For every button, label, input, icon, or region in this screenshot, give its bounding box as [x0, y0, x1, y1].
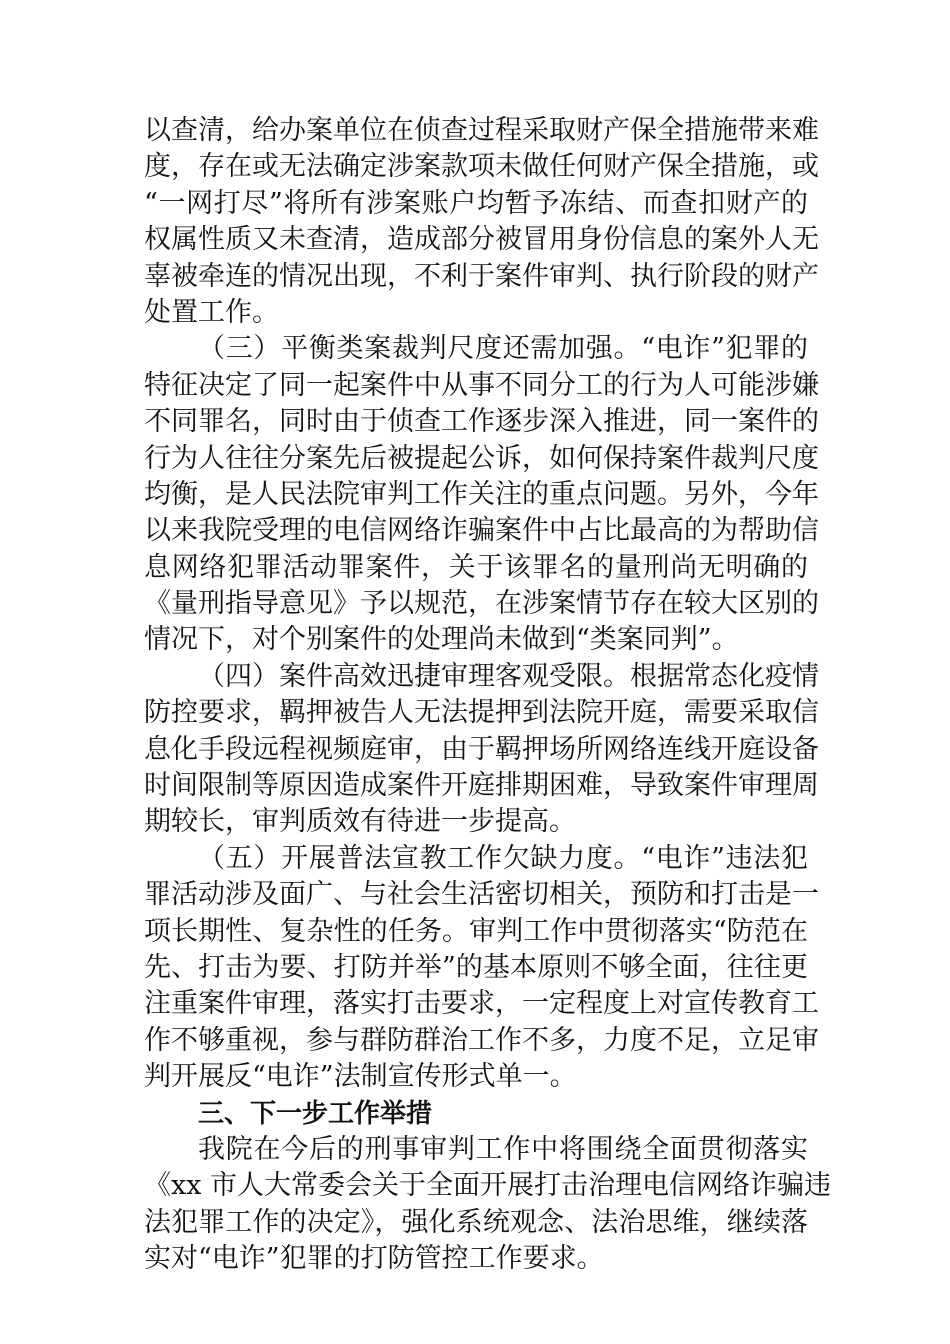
text-line: 权属性质又未查清，造成部分被冒用身份信息的案外人无	[144, 224, 819, 256]
text-line: 均衡，是人民法院审判工作关注的重点问题。另外，今年	[144, 478, 819, 510]
text-line: 《量刑指导意见》予以规范，在涉案情节存在较大区别的	[144, 588, 819, 620]
text-line: 息化手段远程视频庭审，由于羁押场所网络连线开庭设备	[144, 733, 819, 765]
text-line: 期较长，审判质效有待进一步提高。	[144, 806, 576, 838]
text-line: 我院在今后的刑事审判工作中将围绕全面贯彻落实	[198, 1133, 808, 1165]
text-line: 先、打击为要、打防并举”的基本原则不够全面，往往更	[144, 951, 808, 983]
section-heading: 三、下一步工作举措	[198, 1098, 433, 1129]
text-line: 时间限制等原因造成案件开庭排期困难，导致案件审理周	[144, 770, 819, 802]
text-line: 情况下，对个别案件的处理尚未做到“类案同判”。	[144, 624, 739, 656]
text-line: “一网打尽”将所有涉案账户均暂予冻结、而查扣财产的	[144, 187, 808, 219]
text-line: 项长期性、复杂性的任务。审判工作中贯彻落实“防范在	[144, 915, 808, 947]
text-line: （五）开展普法宣教工作欠缺力度。“电诈”违法犯	[198, 842, 808, 874]
text-line: 注重案件审理，落实打击要求，一定程度上对宣传教育工	[144, 988, 819, 1020]
text-line: 处置工作。	[144, 296, 279, 328]
text-line: 息网络犯罪活动罪案件，关于该罪名的量刑尚无明确的	[144, 551, 808, 583]
text-line: 特征决定了同一起案件中从事不同分工的行为人可能涉嫌	[144, 369, 819, 401]
text-line: 防控要求，羁押被告人无法提押到法院开庭，需要采取信	[144, 697, 819, 729]
text-line: 《xx 市人大常委会关于全面开展打击治理电信网络诈骗违	[144, 1170, 832, 1202]
text-line: 罪活动涉及面广、与社会生活密切相关，预防和打击是一	[144, 879, 819, 911]
text-line: （四）案件高效迅捷审理客观受限。根据常态化疫情	[198, 660, 819, 692]
text-line: 实对“电诈”犯罪的打防管控工作要求。	[144, 1243, 604, 1275]
text-line: 法犯罪工作的决定》，强化系统观念、法治思维，继续落	[144, 1206, 808, 1238]
text-line: 以查清，给办案单位在侦查过程采取财产保全措施带来难	[144, 115, 819, 146]
closing-paragraph	[144, 1132, 832, 1278]
text-line: 判开展反“电诈”法制宣传形式单一。	[144, 1061, 577, 1093]
text-line: （三）平衡类案裁判尺度还需加强。“电诈”犯罪的	[198, 333, 808, 365]
text-line: 度，存在或无法确定涉案款项未做任何财产保全措施，或	[144, 151, 819, 183]
text-line: 作不够重视，参与群防群治工作不多，力度不足，立足审	[144, 1024, 819, 1056]
text-line: 不同罪名，同时由于侦查工作逐步深入推进，同一案件的	[144, 406, 819, 438]
body-text	[144, 113, 819, 1096]
document-body	[144, 113, 832, 1278]
text-line: 行为人往往分案先后被提起公诉，如何保持案件裁判尺度	[144, 442, 819, 474]
text-line: 辜被牵连的情况出现，不利于案件审判、执行阶段的财产	[144, 260, 819, 292]
text-line: 以来我院受理的电信网络诈骗案件中占比最高的为帮助信	[144, 515, 819, 547]
